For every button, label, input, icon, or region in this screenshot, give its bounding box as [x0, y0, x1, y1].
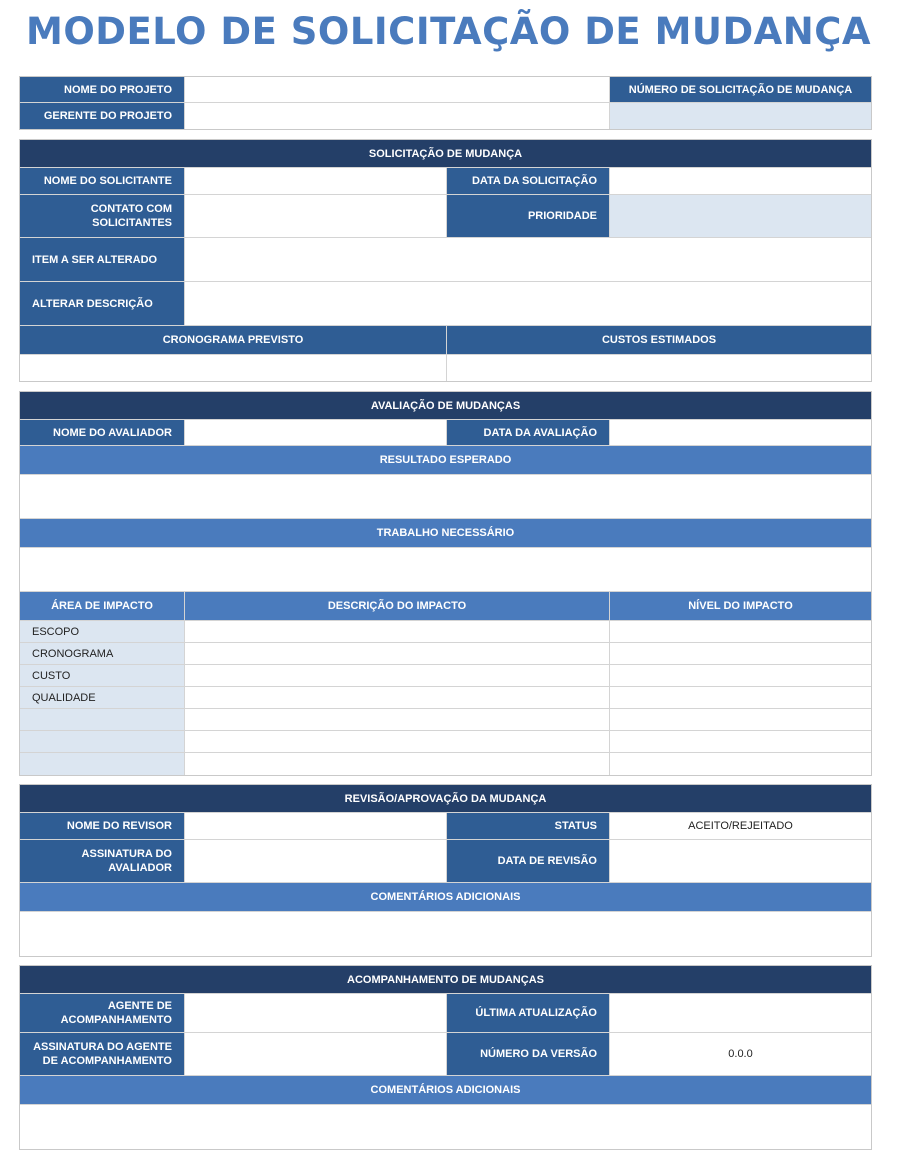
impact-description-cell[interactable] [185, 687, 610, 708]
evaluator-signature-label: ASSINATURA DO AVALIADOR [20, 840, 185, 882]
page-title: MODELO DE SOLICITAÇÃO DE MUDANÇA [26, 10, 872, 53]
review-section [19, 784, 872, 957]
impact-description-cell[interactable] [185, 709, 610, 730]
evaluation-date-label: DATA DA AVALIAÇÃO [447, 420, 610, 445]
review-header: REVISÃO/APROVAÇÃO DA MUDANÇA [20, 785, 871, 812]
item-to-change-label: ITEM A SER ALTERADO [20, 238, 185, 281]
priority-label: PRIORIDADE [447, 195, 610, 237]
impact-description-cell[interactable] [185, 665, 610, 686]
requester-contact-field[interactable] [185, 195, 447, 237]
impact-area-cell[interactable] [20, 731, 185, 752]
status-field[interactable]: ACEITO/REJEITADO [610, 813, 871, 839]
expected-result-field[interactable] [20, 475, 871, 518]
impact-level-cell[interactable] [610, 731, 871, 752]
item-to-change-field[interactable] [185, 238, 871, 281]
impact-area-cell: ESCOPO [20, 621, 185, 642]
table-row [20, 731, 871, 753]
schedule-field[interactable] [20, 355, 447, 381]
schedule-label: CRONOGRAMA PREVISTO [20, 326, 447, 354]
review-date-label: DATA DE REVISÃO [447, 840, 610, 882]
table-row [20, 709, 871, 731]
impact-level-cell[interactable] [610, 753, 871, 775]
table-row [20, 665, 871, 687]
requester-name-field[interactable] [185, 168, 447, 194]
evaluation-header: AVALIAÇÃO DE MUDANÇAS [20, 392, 871, 419]
requester-contact-label: CONTATO COM SOLICITANTES [20, 195, 185, 237]
tracking-comments-field[interactable] [20, 1105, 871, 1149]
project-section [19, 76, 872, 130]
evaluator-signature-field[interactable] [185, 840, 447, 882]
impact-level-cell[interactable] [610, 709, 871, 730]
table-row [20, 621, 871, 643]
last-update-field[interactable] [610, 994, 871, 1032]
project-name-field[interactable] [185, 77, 610, 102]
project-manager-label: GERENTE DO PROJETO [20, 103, 185, 129]
change-description-label: ALTERAR DESCRIÇÃO [20, 282, 185, 325]
requester-name-label: NOME DO SOLICITANTE [20, 168, 185, 194]
evaluator-name-label: NOME DO AVALIADOR [20, 420, 185, 445]
table-row [20, 643, 871, 665]
impact-area-cell[interactable] [20, 709, 185, 730]
impact-level-cell[interactable] [610, 665, 871, 686]
review-comments-label: COMENTÁRIOS ADICIONAIS [20, 883, 871, 911]
change-request-header: SOLICITAÇÃO DE MUDANÇA [20, 140, 871, 167]
agent-signature-field[interactable] [185, 1033, 447, 1075]
request-date-label: DATA DA SOLICITAÇÃO [447, 168, 610, 194]
tracking-agent-label: AGENTE DE ACOMPANHAMENTO [20, 994, 185, 1032]
change-description-field[interactable] [185, 282, 871, 325]
work-required-label: TRABALHO NECESSÁRIO [20, 519, 871, 547]
reviewer-name-field[interactable] [185, 813, 447, 839]
impact-description-cell[interactable] [185, 621, 610, 642]
tracking-agent-field[interactable] [185, 994, 447, 1032]
project-name-label: NOME DO PROJETO [20, 77, 185, 102]
evaluation-date-field[interactable] [610, 420, 871, 445]
impact-area-header: ÁREA DE IMPACTO [20, 592, 185, 620]
priority-field[interactable] [610, 195, 871, 237]
tracking-comments-label: COMENTÁRIOS ADICIONAIS [20, 1076, 871, 1104]
impact-description-header: DESCRIÇÃO DO IMPACTO [185, 592, 610, 620]
tracking-header: ACOMPANHAMENTO DE MUDANÇAS [20, 966, 871, 993]
review-comments-field[interactable] [20, 912, 871, 956]
version-number-field[interactable]: 0.0.0 [610, 1033, 871, 1075]
work-required-field[interactable] [20, 548, 871, 591]
impact-description-cell[interactable] [185, 731, 610, 752]
impact-level-cell[interactable] [610, 643, 871, 664]
impact-level-header: NÍVEL DO IMPACTO [610, 592, 871, 620]
project-manager-field[interactable] [185, 103, 610, 129]
change-request-section [19, 139, 872, 382]
request-date-field[interactable] [610, 168, 871, 194]
impact-level-cell[interactable] [610, 687, 871, 708]
costs-label: CUSTOS ESTIMADOS [447, 326, 871, 354]
evaluator-name-field[interactable] [185, 420, 447, 445]
table-row [20, 687, 871, 709]
last-update-label: ÚLTIMA ATUALIZAÇÃO [447, 994, 610, 1032]
request-number-label: NÚMERO DE SOLICITAÇÃO DE MUDANÇA [610, 77, 871, 102]
impact-area-cell: QUALIDADE [20, 687, 185, 708]
version-number-label: NÚMERO DA VERSÃO [447, 1033, 610, 1075]
costs-field[interactable] [447, 355, 871, 381]
agent-signature-label: ASSINATURA DO AGENTE DE ACOMPANHAMENTO [20, 1033, 185, 1075]
review-date-field[interactable] [610, 840, 871, 882]
reviewer-name-label: NOME DO REVISOR [20, 813, 185, 839]
impact-level-cell[interactable] [610, 621, 871, 642]
impact-area-cell: CUSTO [20, 665, 185, 686]
status-label: STATUS [447, 813, 610, 839]
impact-area-cell[interactable] [20, 753, 185, 775]
expected-result-label: RESULTADO ESPERADO [20, 446, 871, 474]
evaluation-section [19, 391, 872, 776]
impact-table-header [20, 592, 871, 621]
table-row [20, 753, 871, 775]
impact-area-cell: CRONOGRAMA [20, 643, 185, 664]
request-number-field[interactable] [610, 103, 871, 129]
tracking-section [19, 965, 872, 1150]
impact-description-cell[interactable] [185, 643, 610, 664]
impact-description-cell[interactable] [185, 753, 610, 775]
